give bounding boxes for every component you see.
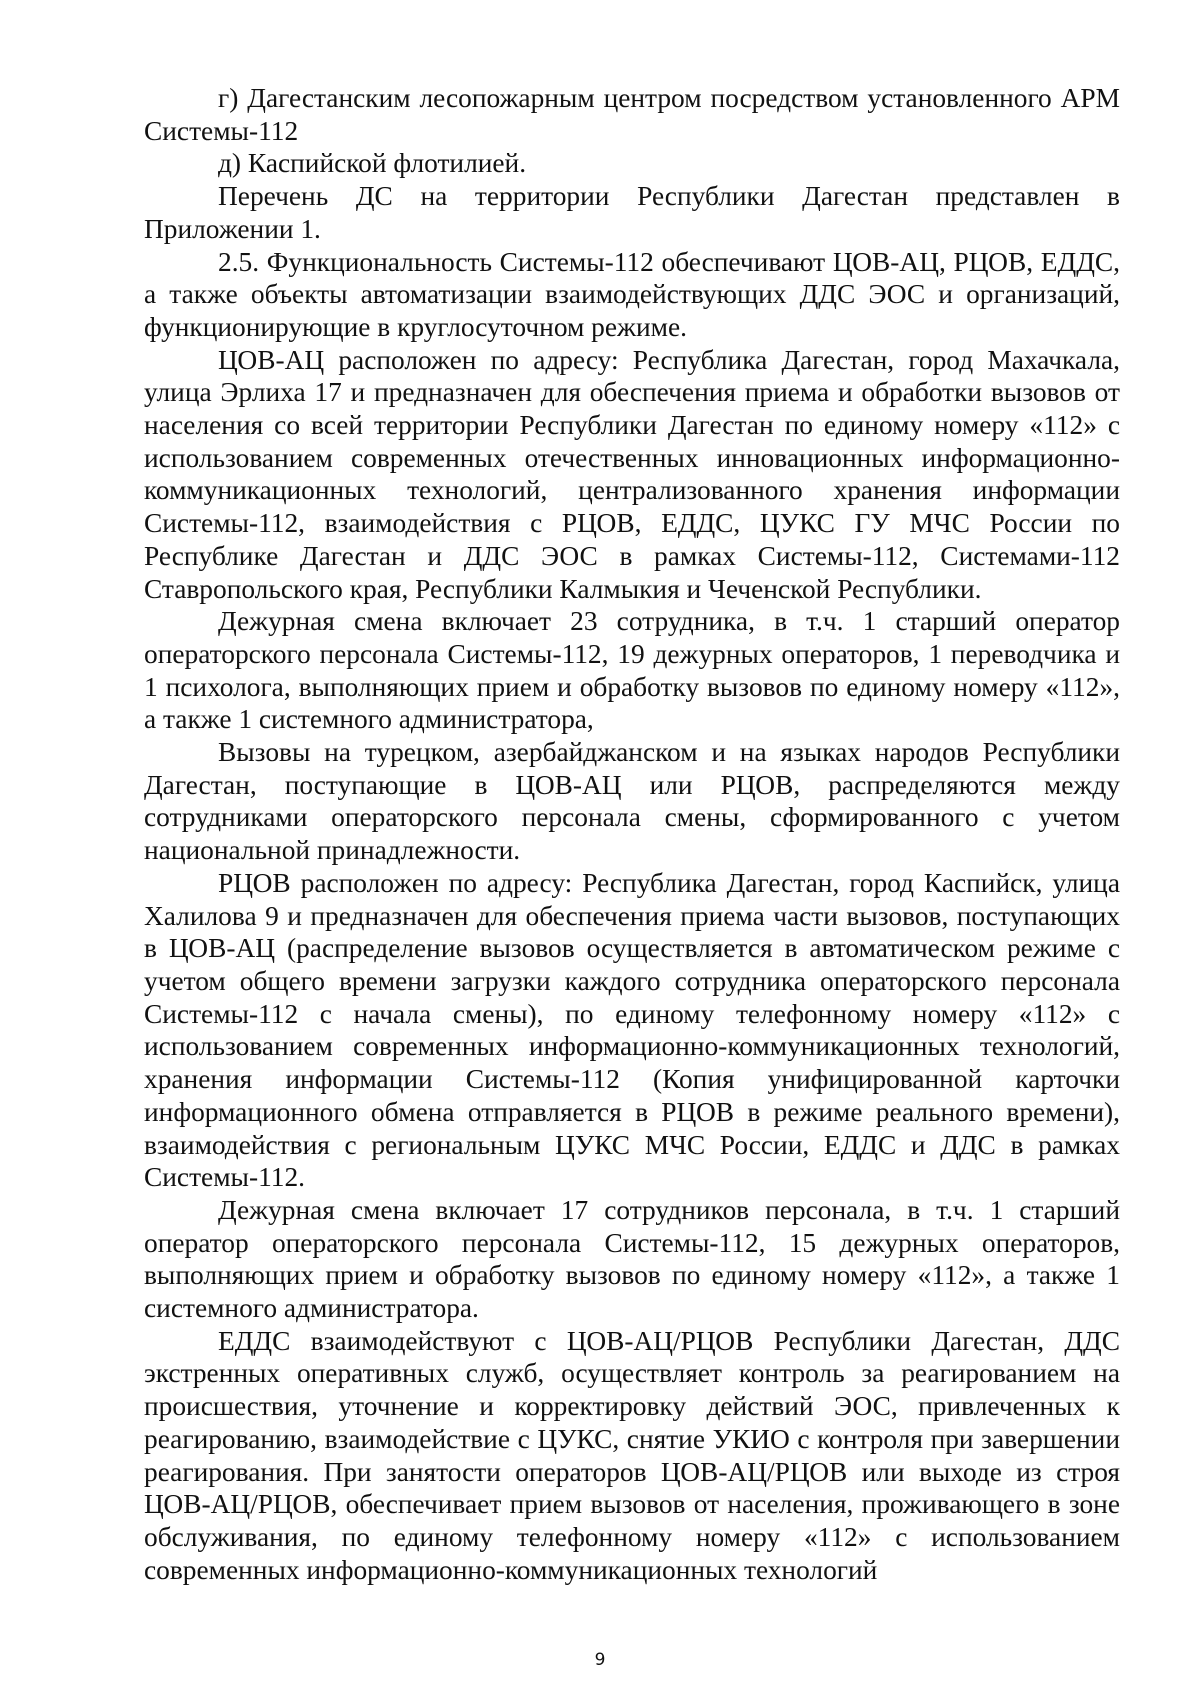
document-body <box>144 82 1120 1586</box>
paragraph-rcov-address: РЦОВ расположен по адресу: Республика Дагестан, город Каспийск, улица Халилова 9 и предназначен для обеспечения приема части вызовов, поступающих в ЦОВ-АЦ (распределение вызовов осуществляется в автоматическом режиме с учетом общего времени загрузки каждого сотрудника операторского персонала Системы-112 с начала смены), по единому телефонному номеру «112» с использованием современных информационно-коммуникационных технологий, хранения информации Системы-112 (Копия унифицированной карточки информационного обмена отправляется в РЦОВ в режиме реального времени), взаимодействия с региональным ЦУКС МЧС России, ЕДДС и ДДС в рамках Системы-112. <box>144 867 1120 1193</box>
paragraph-item-g: г) Дагестанским лесопожарным центром посредством установленного АРМ Системы-112 <box>144 83 1120 146</box>
paragraph-languages: Вызовы на турецком, азербайджанском и на языках народов Республики Дагестан, поступающие в ЦОВ-АЦ или РЦОВ, распределяются между сотрудниками операторского персонала смены, сформированного с учетом национальной принадлежности. <box>144 737 1120 866</box>
paragraph-rcov-shift: Дежурная смена включает 17 сотрудников персонала, в т.ч. 1 старший оператор операторского персонала Системы-112, 15 дежурных операторов, выполняющих прием и обработку вызовов по единому номеру «112», а также 1 системного администратора. <box>144 1194 1120 1324</box>
paragraph-item-d: д) Каспийской флотилией. <box>218 148 527 179</box>
paragraph-section-2-5: 2.5. Функциональность Системы-112 обеспечивают ЦОВ-АЦ, РЦОВ, ЕДДС, а также объекты автоматизации взаимодействующих ДДС ЭОС и организаций, функционирующие в круглосуточном режиме. <box>144 246 1120 342</box>
paragraph-cov-ac-shift: Дежурная смена включает 23 сотрудника, в т.ч. 1 старший оператор операторского персонала Системы-112, 19 дежурных операторов, 1 переводчика и 1 психолога, выполняющих прием и обработку вызовов по единому номеру «112», а также 1 системного администратора, <box>144 606 1120 735</box>
paragraph-ds-list: Перечень ДС на территории Республики Дагестан представлен в Приложении 1. <box>144 181 1120 244</box>
page-number: 9 <box>594 1650 606 1670</box>
paragraph-edds: ЕДДС взаимодействуют с ЦОВ-АЦ/РЦОВ Республики Дагестан, ДДС экстренных оперативных служб, осуществляет контроль за реагированием на происшествия, уточнение и корректировку действий ЭОС, привлеченных к реагированию, взаимодействие с ЦУКС, снятие УКИО с контроля при завершении реагирования. При занятости операторов ЦОВ-АЦ/РЦОВ или выходе из строя ЦОВ-АЦ/РЦОВ, обеспечивает прием вызовов от населения, проживающего в зоне обслуживания, по единому телефонному номеру «112» с использованием современных информационно-коммуникационных технологий <box>144 1325 1120 1585</box>
paragraph-cov-ac-address: ЦОВ-АЦ расположен по адресу: Республика Дагестан, город Махачкала, улица Эрлиха 17 и предназначен для обеспечения приема и обработки вызовов от населения со всей территории Республики Дагестан по единому номеру «112» с использованием современных отечественных инновационных информационно-коммуникационных технологий, централизованного хранения информации Системы-112, взаимодействия с РЦОВ, ЕДДС, ЦУКС ГУ МЧС России по Республике Дагестан и ДДС ЭОС в рамках Системы-112, Системами-112 Ставропольского края, Республики Калмыкия и Чеченской Республики. <box>144 344 1120 604</box>
